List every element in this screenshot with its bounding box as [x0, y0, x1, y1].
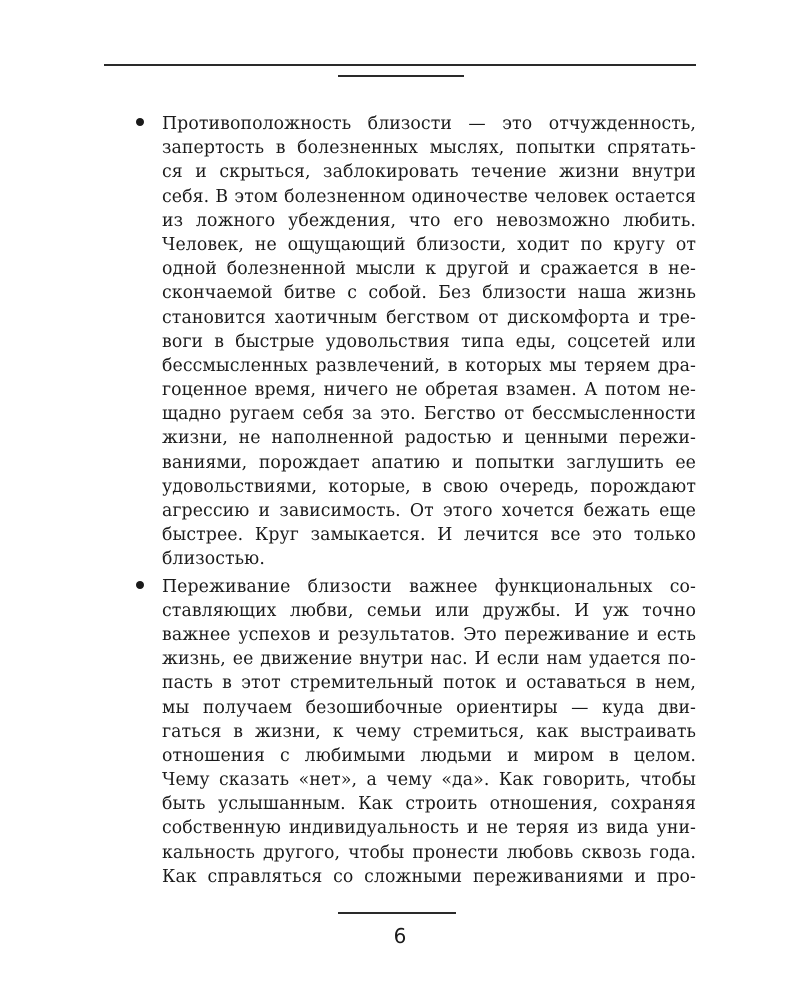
bullet-2-text	[162, 575, 696, 889]
text-line: ставляющих любви, семьи или дружбы. И уж точно	[162, 600, 696, 621]
header-rule	[104, 64, 696, 66]
bullet-item-1	[136, 112, 696, 572]
text-line: быть услышанным. Как строить отношения, сохраняя	[162, 794, 696, 815]
text-line: становится хаотичным бегством от дискомфорта и тре-	[162, 307, 696, 328]
text-line: агрессию и зависимость. От этого хочется бежать еще	[162, 501, 696, 521]
text-line: из ложного убеждения, что его невозможно любить.	[162, 210, 696, 231]
bullet-dot-icon	[136, 581, 144, 589]
text-line: кальность другого, чтобы пронести любовь сквозь года.	[162, 842, 696, 863]
text-line: Как справляться со сложными переживаниями и про-	[162, 866, 696, 887]
bullet-item-2	[136, 575, 696, 889]
footer-rule	[338, 912, 456, 914]
page-number: 6	[393, 924, 407, 948]
text-line: Чему сказать «нет», а чему «да». Как говорить, чтобы	[162, 770, 696, 791]
text-line: удовольствиями, которые, в свою очередь, порождают	[162, 476, 696, 497]
text-line: собственную индивидуальность и не теряя из вида уни-	[162, 818, 696, 839]
text-line: запертость в болезненных мыслях, попытки спрятать-	[162, 138, 696, 159]
text-line: гоценное время, ничего не обретая взамен. А потом не-	[162, 380, 696, 401]
text-line: щадно ругаем себя за это. Бегство от бессмысленности	[162, 404, 696, 425]
text-line: важнее успехов и результатов. Это переживание и есть	[162, 624, 696, 645]
bullet-1-text	[162, 112, 696, 572]
text-line: скончаемой битве с собой. Без близости наша жизнь	[162, 283, 696, 304]
text-line: Человек, не ощущающий близости, ходит по кругу от	[162, 234, 696, 255]
text-line: бессмысленных развлечений, в которых мы теряем дра-	[162, 355, 696, 376]
text-line: гаться в жизни, к чему стремиться, как выстраивать	[162, 721, 696, 742]
text-line: Противоположность близости — это отчужденность,	[162, 114, 696, 134]
text-line: воги в быстрые удовольствия типа еды, соцсетей или	[162, 331, 696, 352]
text-line: отношения с любимыми людьми и миром в целом.	[162, 745, 696, 766]
text-line: одной болезненной мысли к другой и сражается в не-	[162, 259, 696, 280]
text-line: Переживание близости важнее функциональных со-	[162, 576, 696, 597]
bullet-dot-icon	[136, 118, 144, 126]
header-rule-short	[338, 75, 464, 77]
page-body	[136, 112, 696, 892]
text-line: быстрее. Круг замыкается. И лечится все это только	[162, 525, 696, 546]
text-line: жизни, не наполненной радостью и ценными пережи-	[162, 428, 696, 449]
text-line: жизнь, ее движение внутри нас. И если нам удается по-	[162, 649, 696, 670]
text-line: ся и скрыться, заблокировать течение жизни внутри	[162, 162, 696, 183]
text-line: близостью.	[162, 549, 265, 570]
text-line: пасть в этот стремительный поток и оставаться в нем,	[162, 673, 696, 694]
text-line: ваниями, порождает апатию и попытки заглушить ее	[162, 452, 696, 473]
text-line: себя. В этом болезненном одиночестве человек остается	[162, 186, 696, 207]
text-line: мы получаем безошибочные ориентиры — куда дви-	[162, 697, 696, 718]
